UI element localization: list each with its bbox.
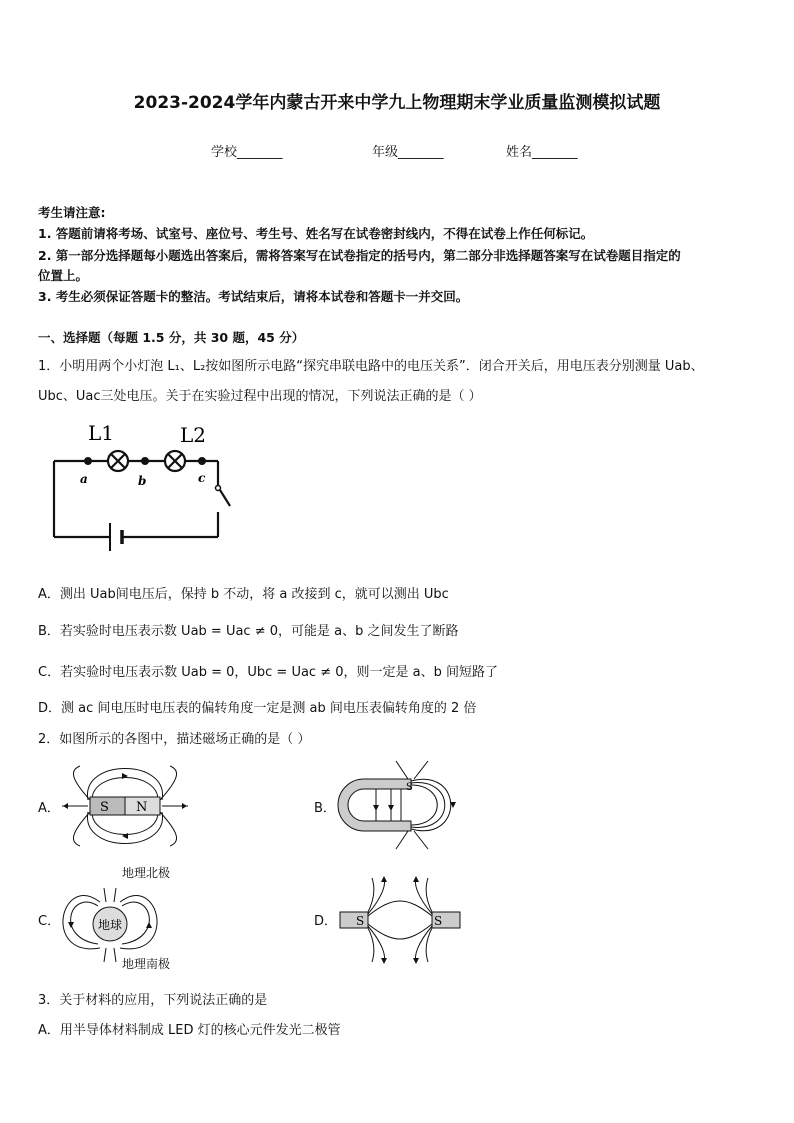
pole-s-right-label: S	[434, 914, 443, 928]
q1-stem-line2: Ubc、Uac三处电压。关于在实验过程中出现的情况，下列说法正确的是（ ）	[38, 389, 482, 404]
q2-option-b-label: B．	[314, 801, 336, 816]
point-a-label: a	[80, 472, 88, 486]
q2-option-c-label: C．	[38, 914, 61, 929]
q2-two-poles-field	[338, 876, 462, 964]
q2-horseshoe-magnet-field	[336, 757, 466, 852]
q2-earth-field	[60, 878, 160, 970]
l1-label: L1	[88, 421, 115, 445]
q2-option-a-label: A．	[38, 801, 60, 816]
q1-option-c: C．若实验时电压表示数 Uab = 0，Ubc = Uac ≠ 0，则一定是 a、b 间短路了	[38, 665, 498, 680]
notice-item-1: 1. 答题前请将考场、试室号、座位号、考生号、姓名写在试卷密封线内，不得在试卷上作任何标记。	[38, 226, 594, 241]
q1-option-a: A．测出 Uab间电压后，保持 b 不动，将 a 改接到 c，就可以测出 Ubc	[38, 587, 449, 602]
point-b-label: b	[138, 474, 147, 488]
q3-stem: 3．关于材料的应用，下列说法正确的是	[38, 993, 268, 1008]
q1-option-b: B．若实验时电压表示数 Uab = Uac ≠ 0，可能是 a、b 之间发生了断路	[38, 624, 459, 639]
earth-label: 地球	[97, 918, 123, 932]
q3-option-a: A．用半导体材料制成 LED 灯的核心元件发光二极管	[38, 1023, 341, 1038]
horseshoe-s-label: S	[406, 782, 413, 793]
q1-stem-line1: 1．小明用两个小灯泡 L₁、L₂按如图所示电路“探究串联电路中的电压关系”．闭合开关后，用电压表分别测量 Uab、	[38, 359, 704, 374]
geo-north-label: 地理北极	[122, 866, 171, 880]
point-c-label: c	[198, 471, 206, 485]
notice-item-2-cont: 位置上。	[38, 268, 89, 283]
l2-label: L2	[180, 423, 207, 447]
magnet-n-label: N	[136, 800, 148, 815]
pole-s-left-label: S	[356, 914, 365, 928]
notice-item-2: 2. 第一部分选择题每小题选出答案后，需将答案写在试卷指定的括号内，第二部分非选择题答案写在试卷题目指定的	[38, 248, 681, 263]
name-field: 姓名_______	[506, 145, 578, 160]
q2-option-d-label: D．	[314, 914, 338, 929]
magnet-s-label: S	[100, 800, 109, 815]
school-field: 学校_______	[211, 145, 283, 160]
q2-stem: 2．如图所示的各图中，描述磁场正确的是（ ）	[38, 732, 311, 747]
page-title: 2023-2024学年内蒙古开来中学九上物理期末学业质量监测模拟试题	[133, 93, 661, 113]
notice-item-3: 3. 考生必须保证答题卡的整洁。考试结束后，请将本试卷和答题卡一并交回。	[38, 289, 469, 304]
geo-south-label: 地理南极	[122, 957, 171, 971]
q1-circuit-diagram	[50, 420, 240, 560]
q2-bar-magnet-field	[60, 760, 190, 852]
section-heading: 一、选择题（每题 1.5 分，共 30 题，45 分）	[38, 330, 305, 345]
q1-option-d: D．测 ac 间电压时电压表的偏转角度一定是测 ab 间电压表偏转角度的 2 倍	[38, 701, 477, 716]
notice-heading: 考生请注意:	[38, 205, 106, 220]
grade-field: 年级_______	[372, 145, 444, 160]
